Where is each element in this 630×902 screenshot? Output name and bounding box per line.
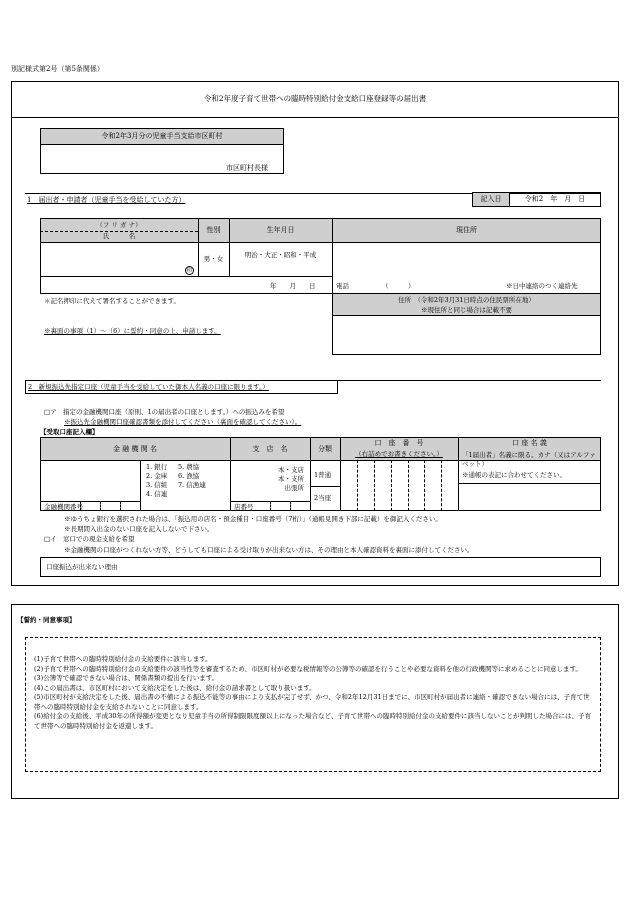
option-a-checkbox[interactable]: □ア <box>44 408 57 416</box>
pledge-item: (6)給付金の支給後、平成30年の所得額が変更となり児童手当の所得制限限度額以上になった場合など、子育て世帯への臨時特別給付金の支給要件に該当しないことが判明した場合には、子育て世帯への臨時特別給付金を返還します。 <box>34 712 591 730</box>
name-label: 氏 名 <box>102 232 136 241</box>
section2-title: 2 新規振込先指定口座（児童手当を受給していた御本人名義の口座に限ります。） <box>28 383 269 391</box>
recipient-header: 令和2年3月分の児童手当支給市区町村 <box>40 128 284 145</box>
address-label: 現住所 <box>456 226 477 235</box>
birth-ymd[interactable]: 年 月 日 <box>270 282 316 290</box>
pledge-item: (3)公簿等で確認できない場合は、関係書類の提出を行います。 <box>34 674 219 682</box>
no-account-reason-label: 口座振込が出来ない理由 <box>46 563 118 571</box>
option-a-text: 指定の金融機関口座（原則、1の届出者の口座とします。）への振込みを希望 <box>63 408 285 416</box>
class-header: 分類 <box>318 444 332 453</box>
section1-title: 1 届出者・申請者（児童手当を受給していた方） <box>27 196 186 204</box>
pledge-agree-note: ※裏面の事項（1）～（6）に誓約・同意の上、申請します。 <box>44 327 221 335</box>
pledge-item: (2)子育て世帯への臨時特別給付金の支給要件の該当性等を審査するため、市区町村が必要な税情報等の公簿等の確認を行うことや必要な資料を他の行政機関等に求めることに同意します。 <box>34 664 582 673</box>
bank-header: 金 融 機 関 名 <box>113 444 157 453</box>
gender-label: 性別 <box>206 226 221 235</box>
holder-note1: 「1届出者」名義に限る。カナ（又はアルファベット） <box>462 451 596 468</box>
bank-type-list-right[interactable]: 5. 農協 6. 漁協 7. 信漁連 <box>178 463 206 489</box>
option-a-note: ※振込先金融機関口座確認書類を添付してください（裏面を確認してください）。 <box>64 418 302 426</box>
holder-header: 口 座 名 義 <box>512 439 547 448</box>
gender-value[interactable]: 男・女 <box>203 255 224 264</box>
pledge-header: 【誓約・同意事項】 <box>17 616 76 624</box>
no-account-reason-box[interactable] <box>40 557 601 577</box>
pledge-item: (5)市区町村が支給決定をした後、届出書の不備による振込不能等の事由により支払が完了せず、かつ、令和2年12月31日までに、市区町村が届出者に連絡・確認できない場合には、子育て世帯への臨時特別給付金を支給されないことに同意します。 <box>34 693 590 711</box>
class-current[interactable]: 2当座 <box>314 494 332 502</box>
branch-header: 支 店 名 <box>252 444 288 453</box>
branch-type-list[interactable]: 本・支店 本・支所 出張所 <box>278 466 304 492</box>
number-sub-header: （右詰めでお書きください。） <box>355 450 443 459</box>
phone-note: ※日中連絡のつく連絡先 <box>506 282 578 290</box>
date-label: 記入日 <box>472 192 510 207</box>
number-header: 口 座 番 号 <box>374 439 424 448</box>
prev-address-label: 住所 （令和2年3月31日時点の住民票所在地） <box>398 295 535 304</box>
account-section-label: 【受取口座記入欄】 <box>40 428 99 436</box>
furigana-label: （フ リ ガ ナ） <box>96 220 142 229</box>
bank-code-label: 金融機関番号 <box>44 503 83 511</box>
seal-mark: 印 <box>186 266 193 274</box>
phone-label: 電話 <box>336 282 349 290</box>
long-term-note: ※長期間入出金のない口座を記入しないで下さい。 <box>64 525 214 533</box>
pledge-list <box>25 637 601 772</box>
yucho-note: ※ゆうちょ銀行を選択された場合は、「振込用の店名・預金種目・口座番号（7桁）」（通帳見開き下部に記載）を御記入ください。 <box>64 515 442 523</box>
option-b-text: 窓口での現金支給を希望 <box>63 535 135 543</box>
option-b-checkbox[interactable]: □イ <box>44 535 57 543</box>
birth-label: 生年月日 <box>266 226 295 235</box>
pledge-item: (4)この届出書は、市区町村において支給決定をした後は、給付金の請求書として取り扱います。 <box>34 683 316 692</box>
form-label: 別記様式第2号（第5条関係） <box>11 65 104 73</box>
class-ordinary[interactable]: 1普通 <box>314 471 332 479</box>
era-value[interactable]: 明治・大正・昭和・平成 <box>244 250 317 259</box>
prev-address-note: ※現住所と同じ場合は記載不要 <box>421 305 512 314</box>
pledge-item: (1)子育て世帯への臨時特別給付金の支給要件に該当します。 <box>34 655 212 663</box>
phone-field[interactable]: （ ） <box>382 282 415 290</box>
date-value[interactable]: 令和2 年 月 日 <box>509 192 601 207</box>
holder-note2: ※通帳の表記に合わせてください。 <box>462 471 566 479</box>
option-b-note: ※金融機関の口座がつくれない方等、どうしても口座による受け取りが出来ない方は、その理由と本人確認資料を裏面に添付してください。 <box>64 546 474 554</box>
recipient-mayor: 市区町村長様 <box>226 164 268 172</box>
bank-type-list-left[interactable]: 1. 銀行 2. 金庫 3. 信組 4. 信連 <box>146 463 168 498</box>
sign-note: ＊記名押印に代えて署名することができます。 <box>44 297 180 305</box>
form-title: 令和2年度子育て世帯への臨時特別給付金支給口座登録等の届出書 <box>203 94 427 104</box>
branch-code-label: 店番号 <box>234 503 254 511</box>
